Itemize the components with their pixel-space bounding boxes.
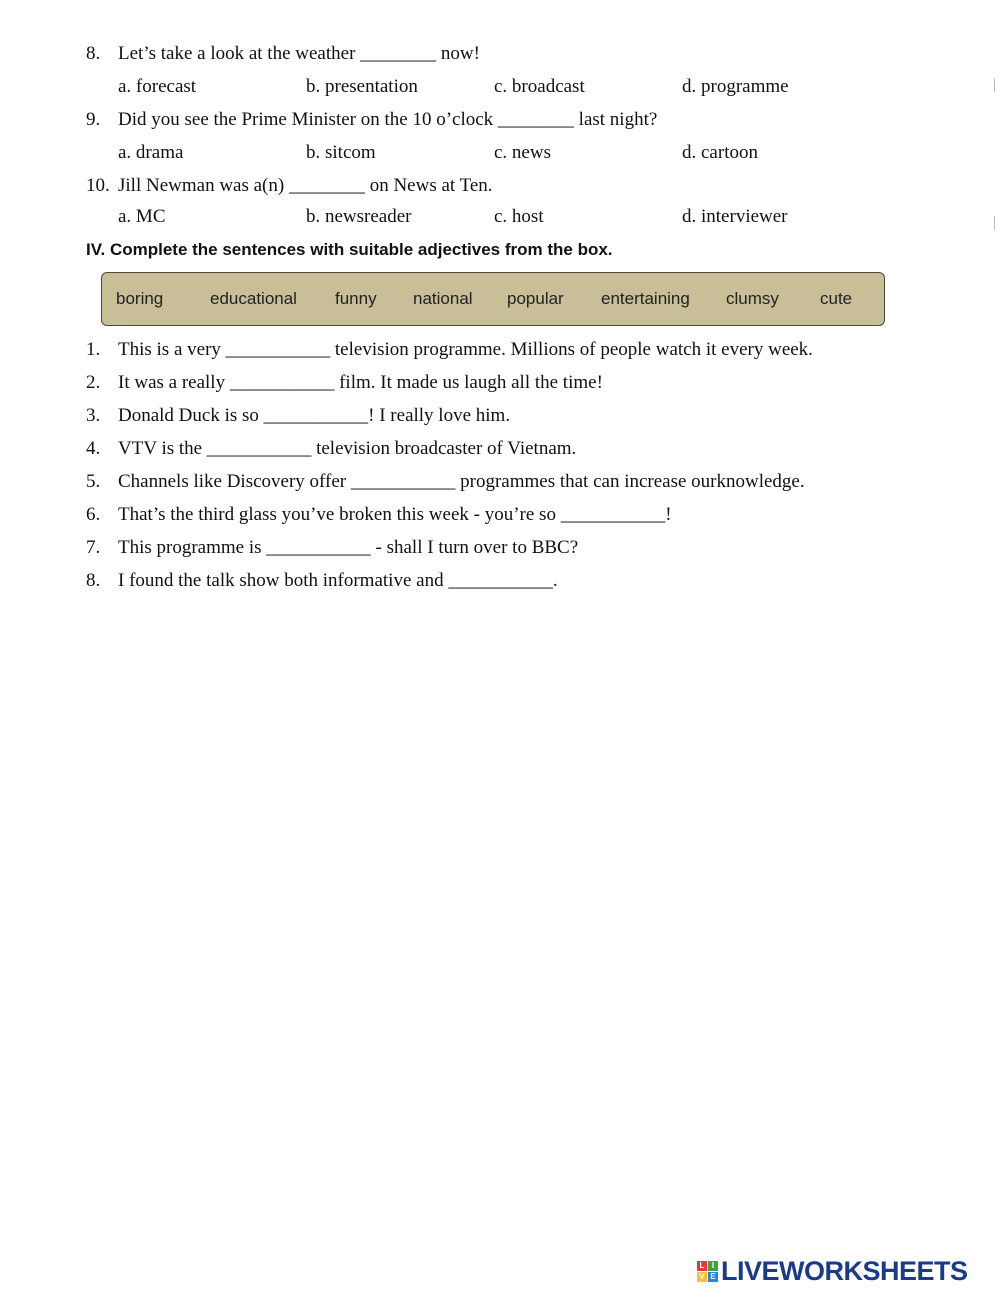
sentence-text[interactable]: Donald Duck is so ___________! I really love him. — [118, 405, 511, 426]
question-text: Did you see the Prime Minister on the 10 o’clock ________ last night? — [118, 109, 658, 130]
option-b[interactable]: b. newsreader — [306, 206, 412, 227]
logo-letter: I — [708, 1261, 718, 1271]
option-a[interactable]: a. drama — [118, 142, 184, 163]
option-a[interactable]: a. MC — [118, 206, 166, 227]
sentence-number: 2. — [86, 372, 101, 393]
logo-letter: L — [697, 1261, 707, 1271]
word-funny: funny — [335, 289, 377, 308]
option-d[interactable]: d. programme — [682, 76, 789, 97]
word-national: national — [413, 289, 473, 308]
liveworksheets-logo[interactable] — [697, 1255, 968, 1287]
question-number: 10. — [86, 175, 110, 196]
word-popular: popular — [507, 289, 564, 308]
word-box — [101, 272, 885, 326]
sentence-number: 5. — [86, 471, 101, 492]
sentence-text[interactable]: It was a really ___________ film. It made us laugh all the time! — [118, 372, 603, 393]
sentence-text[interactable]: VTV is the ___________ television broadcaster of Vietnam. — [118, 438, 577, 459]
word-educational: educational — [210, 289, 297, 308]
sentence-text[interactable]: That’s the third glass you’ve broken this week - you’re so ___________! — [118, 504, 672, 525]
logo-letter: E — [708, 1272, 718, 1282]
option-b[interactable]: b. presentation — [306, 76, 418, 97]
option-c[interactable]: c. news — [494, 142, 551, 163]
sentence-text[interactable]: I found the talk show both informative and ___________. — [118, 570, 558, 591]
option-b[interactable]: b. sitcom — [306, 142, 376, 163]
margin-mark — [994, 78, 995, 92]
word-cute: cute — [820, 289, 853, 308]
sentence-number: 1. — [86, 339, 101, 360]
word-boring: boring — [116, 289, 164, 308]
word-clumsy: clumsy — [726, 289, 779, 308]
option-c[interactable]: c. broadcast — [494, 76, 585, 97]
margin-mark — [994, 216, 995, 230]
sentence-number: 4. — [86, 438, 101, 459]
option-d[interactable]: d. interviewer — [682, 206, 788, 227]
logo-letter: V — [697, 1272, 707, 1282]
option-a[interactable]: a. forecast — [118, 76, 197, 97]
option-c[interactable]: c. host — [494, 206, 544, 227]
sentence-number: 3. — [86, 405, 101, 426]
word-entertaining: entertaining — [601, 289, 690, 308]
sentence-number: 6. — [86, 504, 101, 525]
sentence-text[interactable]: Channels like Discovery offer ___________ programmes that can increase ourknowledge. — [118, 471, 805, 492]
question-number: 8. — [86, 43, 101, 64]
section-heading: IV. Complete the sentences with suitable adjectives from the box. — [86, 240, 613, 259]
question-text: Jill Newman was a(n) ________ on News at Ten. — [118, 175, 493, 196]
sentence-number: 8. — [86, 570, 101, 591]
option-d[interactable]: d. cartoon — [682, 142, 758, 163]
logo-text: LIVEWORKSHEETS — [721, 1255, 968, 1286]
question-number: 9. — [86, 109, 101, 130]
sentence-number: 7. — [86, 537, 101, 558]
logo-icon — [697, 1261, 718, 1282]
question-text: Let’s take a look at the weather ________ now! — [118, 43, 480, 64]
sentence-text[interactable]: This is a very ___________ television programme. Millions of people watch it every week. — [118, 339, 813, 360]
sentence-text[interactable]: This programme is ___________ - shall I turn over to BBC? — [118, 537, 579, 558]
